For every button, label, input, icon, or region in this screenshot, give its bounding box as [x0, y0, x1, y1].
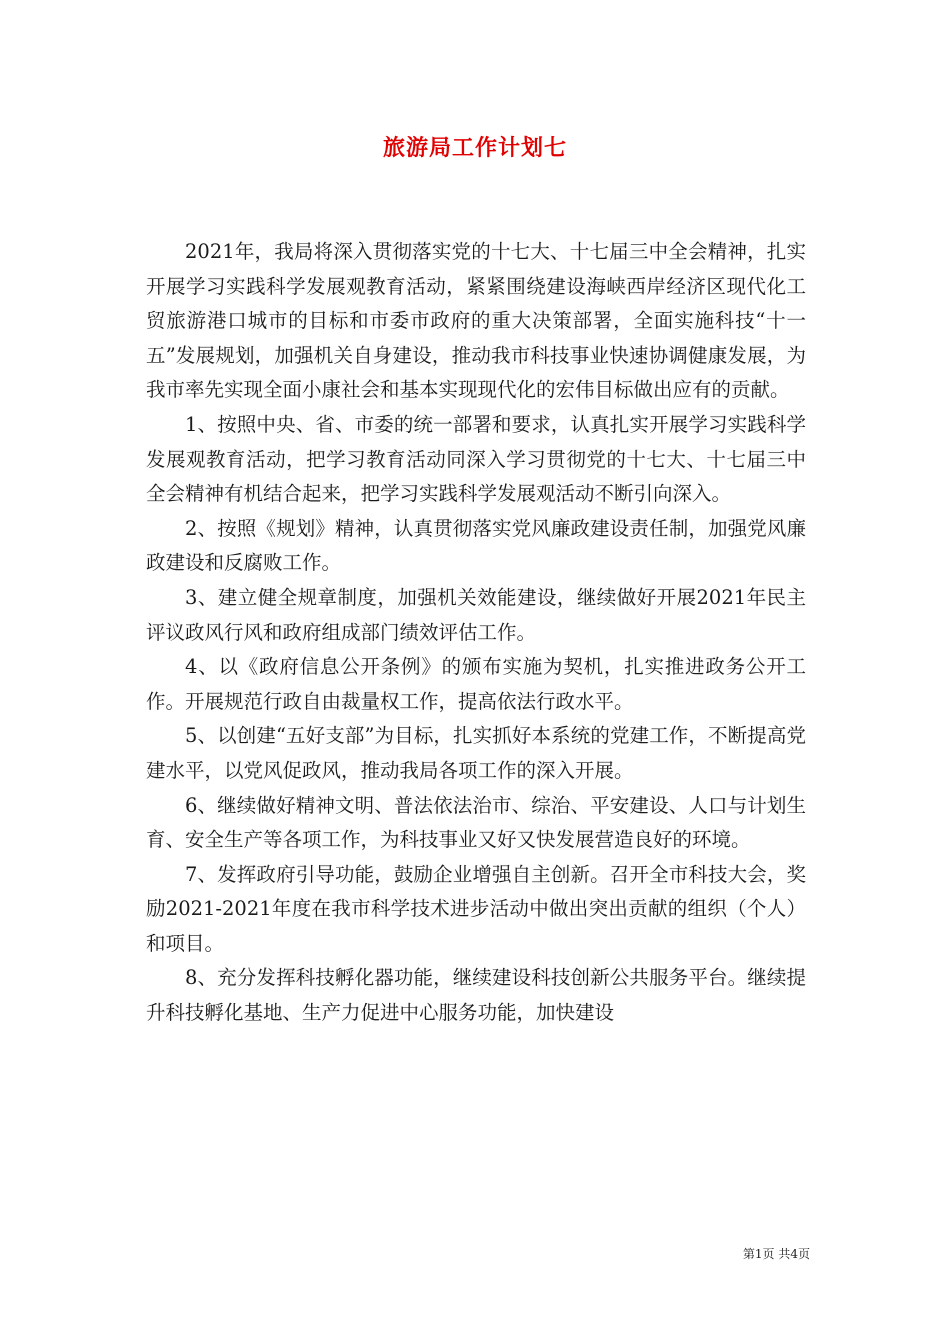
paragraph-item-2: 2、按照《规划》精神，认真贯彻落实党风廉政建设责任制，加强党风廉政建设和反腐败工作。: [146, 516, 806, 575]
paragraph-item-8: 8、充分发挥科技孵化器功能，继续建设科技创新公共服务平台。继续提升科技孵化基地、生产力促进中心服务功能，加快建设: [146, 966, 806, 1025]
paragraph-item-7: 7、发挥政府引导功能，鼓励企业增强自主创新。召开全市科技大会，奖励2021-2021年度在我市科学技术进步活动中做出突出贡献的组织（个人）和项目。: [146, 862, 806, 955]
paragraph-item-3: 3、建立健全规章制度，加强机关效能建设，继续做好开展2021年民主评议政风行风和政府组成部门绩效评估工作。: [146, 585, 806, 644]
document-body: [146, 235, 806, 1031]
page-number-footer: 第1页 共4页: [742, 1247, 810, 1261]
paragraph-item-4: 4、以《政府信息公开条例》的颁布实施为契机，扎实推进政务公开工作。开展规范行政自由裁量权工作，提高依法行政水平。: [146, 655, 806, 713]
paragraph-item-1: 1、按照中央、省、市委的统一部署和要求，认真扎实开展学习实践科学发展观教育活动，把学习教育活动同深入学习贯彻党的十七大、十七届三中全会精神有机结合起来，把学习实践科学发展观活动不断引向深入。: [146, 412, 806, 506]
page-title: 旅游局工作计划七: [382, 135, 567, 161]
paragraph-intro: 2021年，我局将深入贯彻落实党的十七大、十七届三中全会精神，扎实开展学习实践科学发展观教育活动，紧紧围绕建设海峡西岸经济区现代化工贸旅游港口城市的目标和市委市政府的重大决策部署，全面实施科技“十一五”发展规划，加强机关自身建设，推动我市科技事业快速协调健康发展，为我市率先实现全面小康社会和基本实现现代化的宏伟目标做出应有的贡献。: [146, 240, 806, 402]
paragraph-item-5: 5、以创建“五好支部”为目标，扎实抓好本系统的党建工作，不断提高党建水平，以党风促政风，推动我局各项工作的深入开展。: [146, 724, 806, 782]
paragraph-item-6: 6、继续做好精神文明、普法依法治市、综治、平安建设、人口与计划生育、安全生产等各项工作，为科技事业又好又快发展营造良好的环境。: [146, 793, 806, 852]
